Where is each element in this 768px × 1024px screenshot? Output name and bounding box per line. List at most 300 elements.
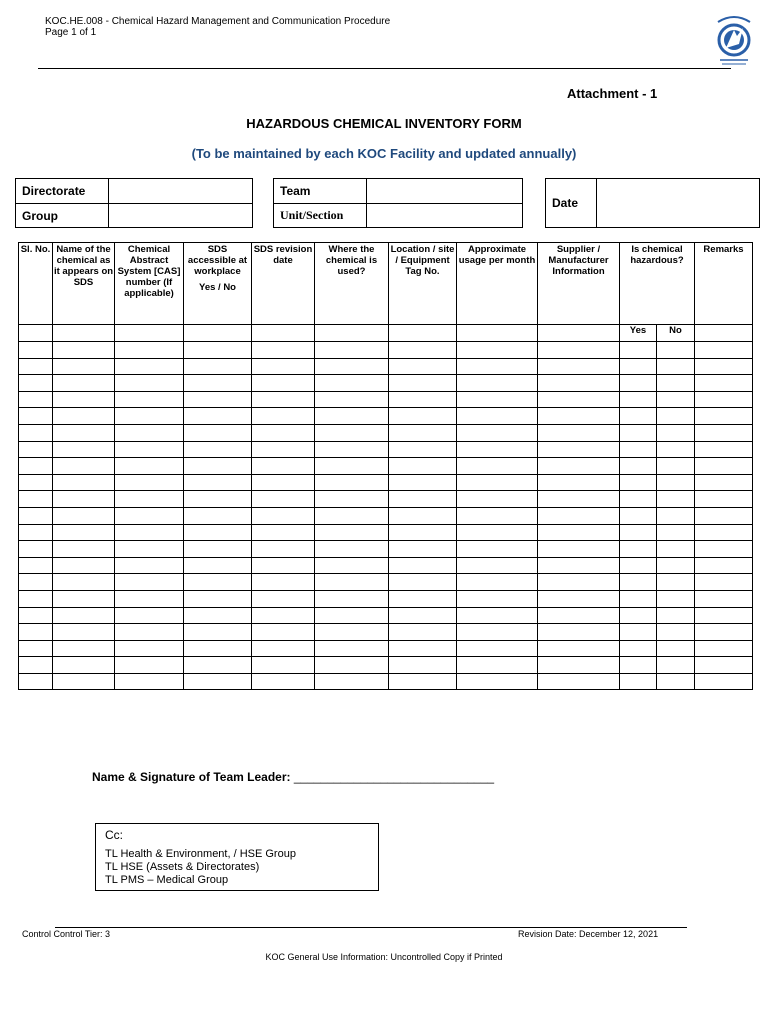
koc-logo [712,14,756,68]
table-cell[interactable] [315,441,389,458]
table-cell[interactable] [252,358,315,375]
table-cell[interactable] [457,491,538,508]
table-cell[interactable] [538,624,620,641]
form-subtitle: (To be maintained by each KOC Facility and updated annually) [191,146,577,161]
table-cell[interactable] [252,607,315,624]
table-cell[interactable] [252,391,315,408]
table-cell[interactable] [184,408,252,425]
table-cell[interactable] [315,342,389,359]
table-cell[interactable] [538,607,620,624]
table-cell[interactable] [252,458,315,475]
table-cell[interactable] [695,375,753,392]
table-cell[interactable] [538,557,620,574]
table-cell[interactable] [620,657,657,674]
table-cell[interactable] [252,590,315,607]
table-cell[interactable] [389,574,457,591]
table-cell[interactable] [252,474,315,491]
table-cell[interactable] [252,624,315,641]
table-cell[interactable] [538,441,620,458]
table-cell[interactable] [184,541,252,558]
table-cell[interactable] [252,408,315,425]
table-cell[interactable] [457,607,538,624]
table-cell[interactable] [115,408,184,425]
table-cell[interactable] [252,557,315,574]
table-cell[interactable] [53,408,115,425]
table-cell[interactable] [657,474,695,491]
table-cell[interactable] [695,391,753,408]
table-row [19,557,753,574]
table-cell[interactable] [657,358,695,375]
table-cell[interactable] [115,375,184,392]
table-cell[interactable] [695,408,753,425]
table-cell[interactable] [19,342,53,359]
signature-line [92,770,494,784]
table-cell[interactable] [457,424,538,441]
table-cell[interactable] [184,391,252,408]
table-cell[interactable] [389,424,457,441]
hazardous-no-header: No [657,325,695,342]
table-cell[interactable] [457,375,538,392]
table-cell[interactable] [389,657,457,674]
table-cell[interactable] [695,590,753,607]
table-cell[interactable] [53,673,115,690]
signature-field[interactable]: ______________________________ [293,770,495,784]
table-cell[interactable] [252,541,315,558]
table-cell[interactable] [115,574,184,591]
table-cell[interactable] [538,640,620,657]
table-cell[interactable] [389,408,457,425]
table-cell[interactable] [53,424,115,441]
table-cell[interactable] [53,491,115,508]
table-cell[interactable] [657,491,695,508]
table-cell[interactable] [695,358,753,375]
table-cell[interactable] [657,640,695,657]
table-cell[interactable] [620,673,657,690]
table-cell[interactable] [115,541,184,558]
col-header-chemical-name: Name of the chemical as it appears on SDS [53,243,115,325]
table-cell[interactable] [19,408,53,425]
table-row [19,657,753,674]
table-cell[interactable] [315,657,389,674]
col-header-sds-revision-date: SDS revision date [252,243,315,325]
table-cell[interactable] [315,491,389,508]
table-row [19,441,753,458]
footer-rule [55,927,687,928]
table-cell[interactable] [620,524,657,541]
table-cell[interactable] [252,574,315,591]
table-cell[interactable] [620,607,657,624]
table-cell[interactable] [115,607,184,624]
col-header-location: Location / site / Equipment Tag No. [389,243,457,325]
table-cell[interactable] [389,640,457,657]
table-cell[interactable] [315,624,389,641]
table-cell[interactable] [19,391,53,408]
table-cell[interactable] [315,507,389,524]
table-cell[interactable] [457,624,538,641]
table-cell[interactable] [389,342,457,359]
table-cell[interactable] [620,375,657,392]
table-cell[interactable] [252,524,315,541]
table-cell[interactable] [53,391,115,408]
table-cell[interactable] [315,673,389,690]
table-cell[interactable] [19,657,53,674]
table-cell[interactable] [315,541,389,558]
table-cell[interactable] [19,375,53,392]
table-subheader-row [19,325,753,342]
table-cell[interactable] [115,342,184,359]
table-cell[interactable] [695,607,753,624]
table-cell[interactable] [657,624,695,641]
table-cell[interactable] [252,507,315,524]
table-cell[interactable] [53,541,115,558]
table-cell[interactable] [184,657,252,674]
table-cell[interactable] [53,590,115,607]
table-cell[interactable] [695,574,753,591]
team-field[interactable] [367,179,523,204]
table-cell[interactable] [184,590,252,607]
date-box [545,178,760,228]
table-cell[interactable] [657,391,695,408]
table-cell[interactable] [457,673,538,690]
table-cell[interactable] [315,574,389,591]
table-cell[interactable] [695,640,753,657]
table-cell[interactable] [657,424,695,441]
table-cell[interactable] [115,458,184,475]
table-cell[interactable] [620,474,657,491]
table-cell[interactable] [19,358,53,375]
table-cell[interactable] [457,507,538,524]
table-cell[interactable] [538,590,620,607]
table-cell[interactable] [315,557,389,574]
table-cell[interactable] [315,375,389,392]
table-cell[interactable] [19,491,53,508]
table-cell[interactable] [19,507,53,524]
unit-section-field[interactable] [367,204,523,228]
table-cell[interactable] [252,657,315,674]
table-cell[interactable] [457,590,538,607]
col-header-sds-accessible [184,243,252,325]
table-cell[interactable] [695,342,753,359]
table-cell[interactable] [657,342,695,359]
table-cell[interactable] [657,441,695,458]
table-cell[interactable] [457,391,538,408]
footer-control-tier: Control Control Tier: 3 [22,929,111,939]
table-cell[interactable] [315,474,389,491]
table-cell[interactable] [695,458,753,475]
table-cell[interactable] [184,524,252,541]
table-cell[interactable] [695,424,753,441]
table-cell[interactable] [657,458,695,475]
table-cell[interactable] [53,524,115,541]
team-label: Team [274,179,367,204]
table-cell[interactable] [657,507,695,524]
table-cell[interactable] [53,640,115,657]
table-cell[interactable] [53,657,115,674]
table-cell[interactable] [538,424,620,441]
table-cell[interactable] [184,624,252,641]
table-cell[interactable] [389,491,457,508]
table-cell[interactable] [538,524,620,541]
table-cell[interactable] [657,673,695,690]
table-cell[interactable] [115,640,184,657]
table-cell[interactable] [184,375,252,392]
table-cell[interactable] [695,491,753,508]
document-reference: KOC.HE.008 - Chemical Hazard Management and Communication Procedure [45,16,391,27]
hazardous-yes-header: Yes [620,325,657,342]
table-cell[interactable] [538,657,620,674]
directorate-group-box [15,178,253,228]
table-cell[interactable] [538,342,620,359]
table-cell[interactable] [19,524,53,541]
table-cell[interactable] [115,391,184,408]
table-cell[interactable] [538,507,620,524]
table-cell[interactable] [252,375,315,392]
table-cell[interactable] [252,491,315,508]
table-cell[interactable] [620,590,657,607]
table-cell[interactable] [620,424,657,441]
table-cell[interactable] [184,458,252,475]
table-cell[interactable] [538,375,620,392]
table-cell[interactable] [53,557,115,574]
table-cell[interactable] [657,590,695,607]
table-cell[interactable] [53,624,115,641]
table-cell[interactable] [184,358,252,375]
table-cell[interactable] [389,557,457,574]
table-cell[interactable] [252,424,315,441]
table-cell[interactable] [457,557,538,574]
table-cell[interactable] [315,424,389,441]
table-cell[interactable] [620,342,657,359]
table-cell[interactable] [657,524,695,541]
table-cell[interactable] [115,624,184,641]
table-cell[interactable] [315,458,389,475]
table-cell[interactable] [389,474,457,491]
table-body [19,342,753,690]
table-cell[interactable] [538,474,620,491]
table-cell[interactable] [620,624,657,641]
table-cell[interactable] [53,574,115,591]
table-cell[interactable] [53,375,115,392]
table-cell[interactable] [620,358,657,375]
table-cell[interactable] [315,408,389,425]
table-cell[interactable] [538,391,620,408]
table-cell[interactable] [657,607,695,624]
table-cell[interactable] [389,590,457,607]
table-cell[interactable] [457,524,538,541]
table-cell[interactable] [115,424,184,441]
table-cell[interactable] [315,590,389,607]
directorate-field[interactable] [109,179,253,204]
table-cell[interactable] [695,624,753,641]
table-cell[interactable] [184,507,252,524]
col-header-remarks: Remarks [695,243,753,325]
table-cell[interactable] [19,424,53,441]
table-cell[interactable] [184,441,252,458]
table-cell[interactable] [115,507,184,524]
table-cell[interactable] [19,474,53,491]
table-cell[interactable] [695,541,753,558]
table-cell[interactable] [538,358,620,375]
table-cell[interactable] [389,458,457,475]
table-cell[interactable] [19,441,53,458]
table-cell[interactable] [657,657,695,674]
table-row [19,408,753,425]
table-cell[interactable] [184,557,252,574]
table-cell[interactable] [457,342,538,359]
table-cell[interactable] [115,673,184,690]
table-cell[interactable] [184,607,252,624]
attachment-label: Attachment - 1 [567,86,658,101]
table-cell[interactable] [19,557,53,574]
table-cell[interactable] [53,474,115,491]
table-cell[interactable] [19,541,53,558]
table-cell[interactable] [315,391,389,408]
table-cell[interactable] [620,574,657,591]
table-cell[interactable] [538,408,620,425]
table-cell[interactable] [620,391,657,408]
date-field[interactable] [597,179,760,228]
table-cell[interactable] [695,673,753,690]
table-cell[interactable] [389,524,457,541]
table-cell[interactable] [538,541,620,558]
table-cell[interactable] [115,590,184,607]
table-cell[interactable] [389,358,457,375]
sds-accessible-label: SDS accessible at workplace [187,244,248,277]
table-cell[interactable] [184,574,252,591]
table-cell[interactable] [695,657,753,674]
table-cell[interactable] [53,342,115,359]
table-cell[interactable] [19,624,53,641]
table-cell[interactable] [19,640,53,657]
directorate-label: Directorate [16,179,109,204]
table-cell[interactable] [53,458,115,475]
table-cell[interactable] [19,607,53,624]
table-cell[interactable] [389,673,457,690]
table-cell[interactable] [695,557,753,574]
table-cell[interactable] [538,673,620,690]
table-cell[interactable] [53,358,115,375]
table-cell[interactable] [315,358,389,375]
table-cell[interactable] [115,491,184,508]
table-cell[interactable] [53,507,115,524]
table-cell[interactable] [184,673,252,690]
table-cell[interactable] [695,524,753,541]
table-cell[interactable] [252,673,315,690]
table-cell[interactable] [184,640,252,657]
form-title: HAZARDOUS CHEMICAL INVENTORY FORM [246,116,522,131]
table-cell[interactable] [389,441,457,458]
table-cell[interactable] [695,474,753,491]
table-cell[interactable] [695,441,753,458]
table-cell[interactable] [457,574,538,591]
table-cell[interactable] [657,557,695,574]
table-cell[interactable] [457,408,538,425]
table-cell[interactable] [538,574,620,591]
table-cell[interactable] [620,640,657,657]
col-header-cas-number: Chemical Abstract System [CAS] number (If applicable) [115,243,184,325]
table-cell[interactable] [184,491,252,508]
table-cell[interactable] [457,657,538,674]
table-cell[interactable] [620,491,657,508]
group-field[interactable] [109,204,253,228]
table-cell[interactable] [457,358,538,375]
table-cell[interactable] [115,474,184,491]
col-header-hazardous: Is chemical hazardous? [620,243,695,325]
table-cell[interactable] [115,557,184,574]
table-cell[interactable] [457,640,538,657]
table-cell[interactable] [538,491,620,508]
table-cell[interactable] [315,524,389,541]
cc-title: Cc: [105,828,123,842]
table-cell[interactable] [252,342,315,359]
table-cell[interactable] [457,474,538,491]
document-header [45,16,390,38]
col-header-supplier: Supplier / Manufacturer Information [538,243,620,325]
table-cell[interactable] [184,474,252,491]
table-cell[interactable] [389,607,457,624]
table-cell[interactable] [620,458,657,475]
table-cell[interactable] [389,375,457,392]
table-cell[interactable] [538,458,620,475]
table-cell[interactable] [620,541,657,558]
sds-accessible-yes-no: Yes / No [199,282,236,293]
table-cell[interactable] [184,342,252,359]
table-cell[interactable] [389,507,457,524]
table-cell[interactable] [457,541,538,558]
table-cell[interactable] [389,391,457,408]
table-cell[interactable] [53,607,115,624]
table-cell[interactable] [620,557,657,574]
col-header-where-used: Where the chemical is used? [315,243,389,325]
table-cell[interactable] [315,607,389,624]
table-cell[interactable] [115,441,184,458]
table-row [19,474,753,491]
table-row [19,424,753,441]
table-cell[interactable] [19,673,53,690]
table-cell[interactable] [657,375,695,392]
table-cell[interactable] [389,541,457,558]
table-cell[interactable] [19,574,53,591]
table-cell[interactable] [115,657,184,674]
table-cell[interactable] [620,507,657,524]
cc-recipient: TL PMS – Medical Group [105,874,229,886]
table-cell[interactable] [620,408,657,425]
table-cell[interactable] [19,590,53,607]
table-row [19,624,753,641]
table-cell[interactable] [620,441,657,458]
table-cell[interactable] [115,358,184,375]
table-cell[interactable] [315,640,389,657]
inventory-table [18,242,753,690]
table-cell[interactable] [657,541,695,558]
table-cell[interactable] [184,424,252,441]
table-cell[interactable] [252,441,315,458]
table-cell[interactable] [657,408,695,425]
table-cell[interactable] [115,524,184,541]
footer-notice: KOC General Use Information: Uncontrolled Copy if Printed [265,952,503,962]
table-cell[interactable] [695,507,753,524]
table-row [19,574,753,591]
table-cell[interactable] [389,624,457,641]
table-cell[interactable] [457,458,538,475]
table-cell[interactable] [457,441,538,458]
table-row [19,524,753,541]
col-header-usage: Approximate usage per month [457,243,538,325]
table-cell[interactable] [53,441,115,458]
table-cell[interactable] [657,574,695,591]
table-cell[interactable] [19,458,53,475]
table-cell[interactable] [252,640,315,657]
